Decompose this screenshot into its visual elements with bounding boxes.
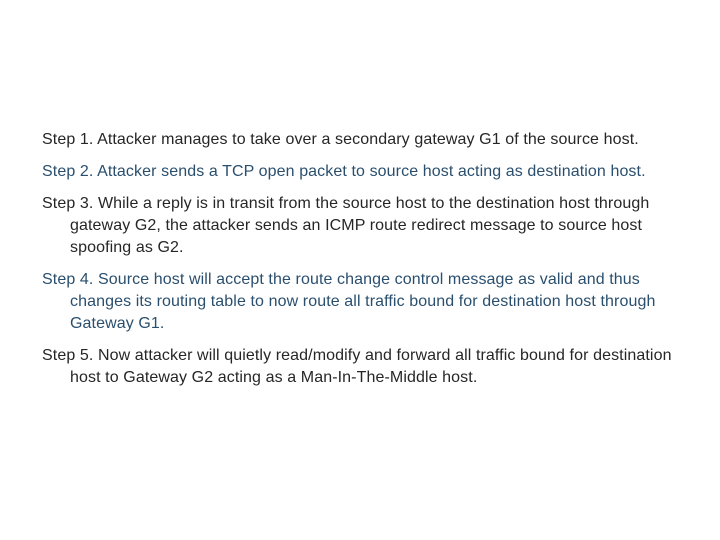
step-4: Step 4. Source host will accept the route change control message as valid and thus changes its routing table to now route all traffic bound for destination host through Gateway G1. xyxy=(42,271,656,332)
step-5: Step 5. Now attacker will quietly read/modify and forward all traffic bound for destination host to Gateway G2 acting as a Man-In-The-Middle host. xyxy=(42,347,672,386)
steps-list xyxy=(42,129,682,399)
step-1: Step 1. Attacker manages to take over a secondary gateway G1 of the source host. xyxy=(42,131,639,148)
step-2: Step 2. Attacker sends a TCP open packet to source host acting as destination host. xyxy=(42,163,646,180)
step-3: Step 3. While a reply is in transit from the source host to the destination host through gateway G2, the attacker sends an ICMP route redirect message to source host spoofing as G2. xyxy=(42,195,650,256)
